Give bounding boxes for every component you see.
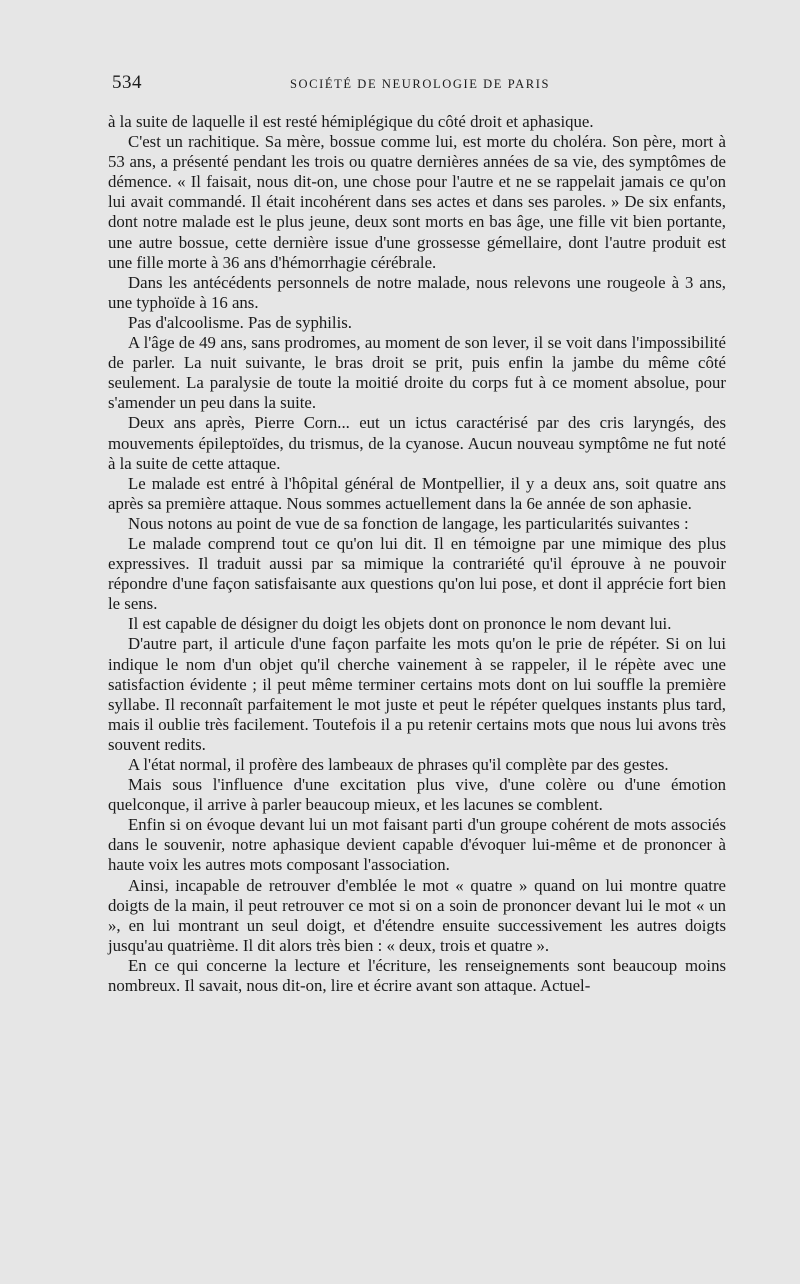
paragraph: Mais sous l'influence d'une excitation plus vive, d'une colère ou d'une émotion quelconque, il arrive à parler beaucoup mieux, et les lacunes se comblent. (108, 775, 726, 815)
paragraph: Le malade est entré à l'hôpital général de Montpellier, il y a deux ans, soit quatre ans après sa première attaque. Nous sommes actuellement dans la 6e année de son aphasie. (108, 473, 726, 513)
paragraph: Enfin si on évoque devant lui un mot faisant parti d'un groupe cohérent de mots associés dans le souvenir, notre aphasique devient capable d'évoquer lui-même et de prononcer à haute voix les autres mots composant l'association. (108, 815, 726, 875)
paragraph: A l'état normal, il profère des lambeaux de phrases qu'il complète par des gestes. (128, 755, 669, 774)
paragraph: Deux ans après, Pierre Corn... eut un ictus caractérisé par des cris laryngés, des mouvements épileptoïdes, du trismus, de la cyanose. Aucun nouveau symptôme ne fut noté à la suite de cette attaque. (108, 413, 726, 473)
paragraph: Ainsi, incapable de retrouver d'emblée le mot « quatre » quand on lui montre quatre doigts de la main, il peut retrouver ce mot si on a soin de prononcer devant lui le mot « un », en lui montrant un seul doigt, et d'étendre ensuite successivement les autres doigts jusqu'au quatrième. Il dit alors très bien : « deux, trois et quatre ». (108, 875, 726, 955)
paragraph: A l'âge de 49 ans, sans prodromes, au moment de son lever, il se voit dans l'impossibilité de parler. La nuit suivante, le bras droit se prit, puis enfin la jambe du même côté seulement. La paralysie de toute la moitié droite du corps fut à ce moment absolue, pour s'amender un peu dans la suite. (108, 333, 726, 413)
paragraph: D'autre part, il articule d'une façon parfaite les mots qu'on le prie de répéter. Si on lui indique le nom d'un objet qu'il cherche vainement à se rappeler, il le répète avec une satisfaction évidente ; il peut même terminer certains mots dont on lui souffle la première syllabe. Il reconnaît parfaitement le mot juste et peut le répéter quelques instants plus tard, mais il oublie très facilement. Toutefois il a pu retenir certains mots que nous lui avons très souvent redits. (108, 634, 726, 754)
page-header (112, 72, 724, 98)
paragraph: Le malade comprend tout ce qu'on lui dit. Il en témoigne par une mimique des plus expressives. Il traduit aussi par sa mimique la contrariété qu'il éprouve à ne pouvoir répondre d'une façon satisfaisante aux questions qu'on lui pose, et dont il apprécie fort bien le sens. (108, 533, 726, 614)
body-text (108, 112, 726, 996)
page-number: 534 (112, 72, 142, 93)
paragraph: Pas d'alcoolisme. Pas de syphilis. (128, 312, 352, 332)
paragraph: Il est capable de désigner du doigt les objets dont on prononce le nom devant lui. (128, 614, 672, 634)
paragraph: à la suite de laquelle il est resté hémiplégique du côté droit et aphasique. (108, 112, 594, 131)
paragraph: En ce qui concerne la lecture et l'écriture, les renseignements sont beaucoup moins nombreux. Il savait, nous dit-on, lire et écrire avant son attaque. Actuel- (108, 955, 726, 996)
paragraph: Dans les antécédents personnels de notre malade, nous relevons une rougeole à 3 ans, une typhoïde à 16 ans. (108, 272, 726, 312)
paragraph: Nous notons au point de vue de sa fonction de langage, les particularités suivantes : (128, 513, 689, 533)
paragraph: C'est un rachitique. Sa mère, bossue comme lui, est morte du choléra. Son père, mort à 53 ans, a présenté pendant les trois ou quatre dernières années de sa vie, des symptômes de démence. « Il faisait, nous dit-on, une chose pour l'autre et ne se rappelait jamais ce qu'on lui avait commandé. Il était incohérent dans ses actes et dans ses paroles. » De six enfants, dont notre malade est le plus jeune, deux sont morts en bas âge, une fille vit bien portante, une autre bossue, cette dernière issue d'une grossesse gémellaire, dont l'autre produit est une fille morte à 36 ans d'hémorrhagie cérébrale. (108, 132, 726, 272)
running-head: SOCIÉTÉ DE NEUROLOGIE DE PARIS (290, 77, 551, 91)
